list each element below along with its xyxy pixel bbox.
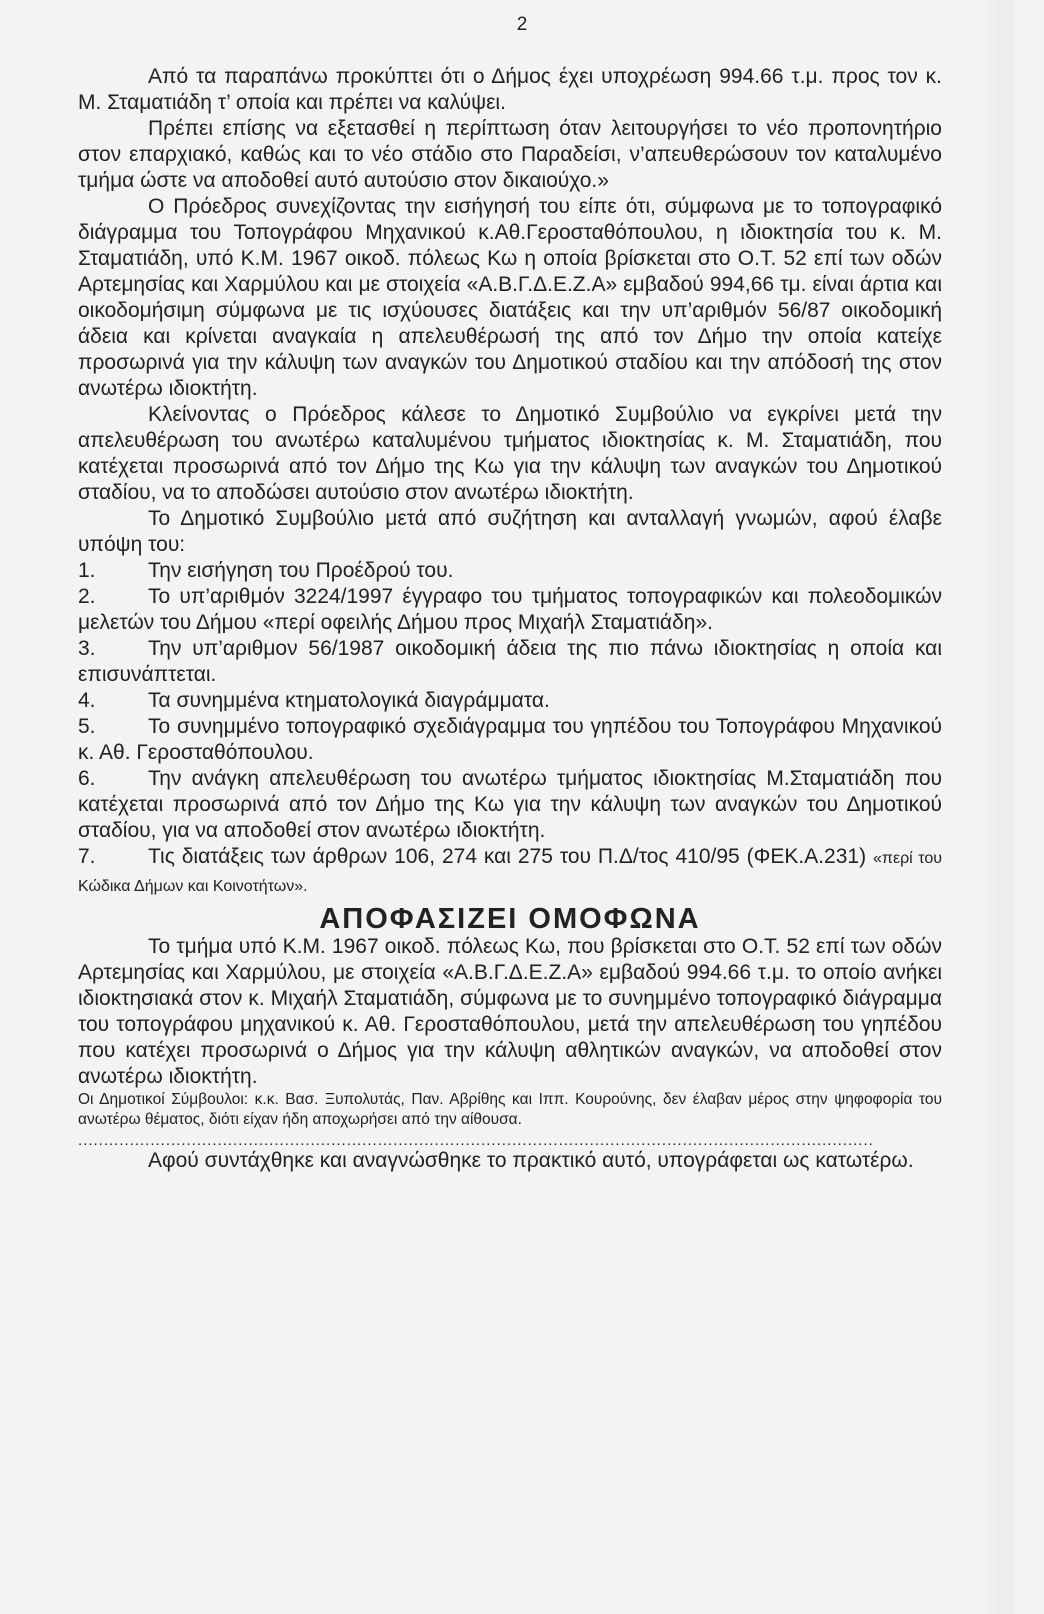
decision-text: Το τμήμα υπό Κ.Μ. 1967 οικοδ. πόλεως Κω, που βρίσκεται στο Ο.Τ. 52 επί των οδών Αρτεμησίας και Χαρμύλου, με στοιχεία «Α.Β.Γ.Δ.Ε.Ζ.Α» εμβαδού 994.66 τ.μ. το οποίο ανήκει ιδιοκτησιακά στον κ. Μιχαήλ Σταματιάδη, σύμφωνα με το συνημμένο τοπογραφικό διάγραμμα του τοπογράφου μηχανικού κ. Αθ. Γεροσταθόπουλου, μετά την απελευθέρωση του γηπέδου που κατέχει προσωρινά ο Δήμος για την κάλυψη αθλητικών αναγκών, να αποδοθεί στον ανωτέρω ιδιοκτήτη.	[78, 935, 942, 1088]
list-item: 6. Την ανάγκη απελευθέρωση του ανωτέρω τμήματος ιδιοκτησίας Μ.Σταματιάδη που κατέχεται προσωρινά από τον Δήμο της Κω για την κάλυψη των αναγκών του Δημοτικού σταδίου, για να αποδοθεί στον ανωτέρω ιδιοκτήτη.	[78, 767, 942, 842]
decision-heading: ΑΠΟΦΑΣΙΖΕΙ ΟΜΟΦΩΝΑ	[319, 903, 701, 935]
list-item: 4. Τα συνημμένα κτηματολογικά διαγράμματα.	[78, 689, 550, 712]
law-title-small: «περί του Κώδικα Δήμων και Κοινοτήτων».	[78, 850, 942, 895]
paragraph-president-proposal: Ο Πρόεδρος συνεχίζοντας την εισήγησή του είπε ότι, σύμφωνα με το τοπογραφικό διάγραμμα του Τοπογράφου Μηχανικού κ.Αθ.Γεροσταθόπουλου, η ιδιοκτησία του κ. Μ. Σταματιάδη, υπό Κ.Μ. 1967 οικοδ. πόλεως Κω η οποία βρίσκεται στο Ο.Τ. 52 επί των οδών Αρτεμησίας και Χαρμύλου και με στοιχεία «Α.Β.Γ.Δ.Ε.Ζ.Α» εμβαδού 994,66 τμ. είναι άρτια και οικοδομήσιμη σύμφωνα με τις ισχύουσες διατάξεις και την υπ’αριθμόν 56/87 οικοδομική άδεια και κρίνεται αναγκαία η απελευθέρωσή της από τον Δήμο την οποία κατείχε προσωρινά για την κάλυψη των αναγκών του Δημοτικού σταδίου και την απόδοσή της στον ανωτέρω ιδιοκτήτη.	[78, 195, 942, 400]
list-item: 2. Το υπ’αριθμόν 3224/1997 έγγραφο του τμήματος τοπογραφικών και πολεοδομικών μελετών του Δήμου «περί οφειλής Δήμου προς Μιχαήλ Σταματιάδη».	[78, 585, 942, 634]
list-item: 1. Την εισήγηση του Προέδρού του.	[78, 559, 454, 582]
paragraph-president-closing: Κλείνοντας ο Πρόεδρος κάλεσε το Δημοτικό Συμβούλιο να εγκρίνει μετά την απελευθέρωση του ανωτέρω καταλυμένου τμήματος ιδιοκτησίας κ. Μ. Σταματιάδη, που κατέχεται προσωρινά από τον Δήμο της Κω για την κάλυψη των αναγκών του Δημοτικού σταδίου, να το αποδώσει αυτούσιο στον ανωτέρω ιδιοκτήτη.	[78, 403, 942, 504]
list-item: 5. Το συνημμένο τοπογραφικό σχεδιάγραμμα του γηπέδου του Τοπογράφου Μηχανικού κ. Αθ. Γεροσταθόπουλου.	[78, 715, 942, 764]
paragraph-release-condition: Πρέπει επίσης να εξετασθεί η περίπτωση όταν λειτουργήσει το νέο προπονητήριο στον επαρχιακό, καθώς και το νέο στάδιο στο Παραδείσι, ν’απευθερώσουν τον καταλυμένο τμήμα ώστε να αποδοθεί αυτό αυτούσιο στον δικαιούχο.»	[78, 117, 942, 192]
paragraph-obligation: Από τα παραπάνω προκύπτει ότι ο Δήμος έχει υποχρέωση 994.66 τ.μ. προς τον κ. Μ. Σταματιάδη τ’ οποία και πρέπει να καλύψει.	[78, 65, 942, 114]
page-number: 2	[516, 14, 528, 35]
list-item: 3. Την υπ’αριθμον 56/1987 οικοδομική άδεια της πιο πάνω ιδιοκτησίας η οποία και επισυνάπτεται.	[78, 637, 942, 686]
paragraph-council-considerations: Το Δημοτικό Συμβούλιο μετά από συζήτηση και ανταλλαγή γνωμών, αφού έλαβε υπόψη του:	[78, 507, 942, 556]
document-body	[78, 64, 942, 1174]
dotted-separator: ..........................................................................................................................................................	[78, 1134, 874, 1148]
closing-statement: Αφού συντάχθηκε και αναγνώσθηκε το πρακτικό αυτό, υπογράφεται ως κατωτέρω.	[148, 1149, 914, 1172]
considerations-list	[78, 558, 942, 900]
absent-members-note: Οι Δημοτικοί Σύμβουλοι: κ.κ. Βασ. Ξυπολυτάς, Παν. Αβρίθης και Ιππ. Κουρούνης, δεν έλαβαν μέρος στην ψηφοφορία του ανωτέρω θέματος, διότι είχαν ήδη αποχωρήσει από την αίθουσα.	[78, 1091, 942, 1128]
list-item: 7. Τις διατάξεις των άρθρων 106, 274 και 275 του Π.Δ/τος 410/95 (ΦΕΚ.Α.231) «περί του Κώδικα Δήμων και Κοινοτήτων».	[78, 845, 942, 895]
scan-edge-shadow	[978, 0, 1014, 1614]
